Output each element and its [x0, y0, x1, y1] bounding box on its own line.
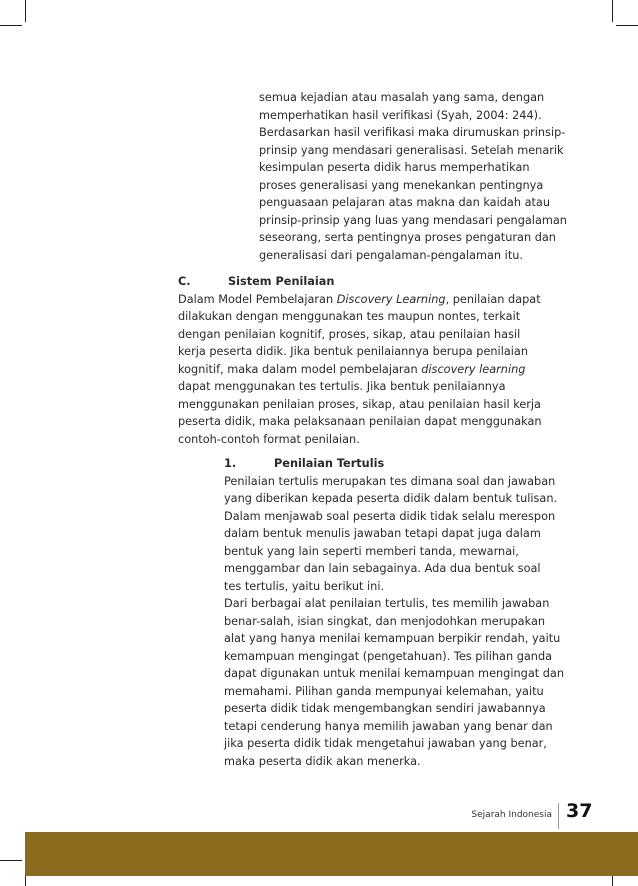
- text-line: [178, 326, 548, 344]
- text-line: prinsip yang mendasari generalisasi. Setelah menarik: [259, 143, 564, 157]
- text-line: kemampuan mengingat (pengetahuan). Tes pilihan ganda: [224, 649, 553, 663]
- text-segment: Dalam Model Pembelajaran: [178, 292, 337, 306]
- subsection-title: Penilaian Tertulis: [274, 457, 385, 470]
- text-line: seseorang, serta pentingnya proses pengaturan dan: [259, 231, 556, 244]
- text-line: Dari berbagai alat penilaian tertulis, tes memilih jawaban: [224, 597, 550, 610]
- text-segment: dengan penilaian kognitif, proses, sikap, atau penilaian hasil: [178, 327, 521, 341]
- crop-mark-top-right-h: [616, 25, 638, 26]
- text-line: kesimpulan peserta didik harus memperhatikan: [259, 161, 530, 174]
- text-line: tetapi cenderung hanya memilih jawaban yang benar dan: [224, 719, 553, 733]
- section-title: Sistem Penilaian: [228, 275, 335, 288]
- text-line: maka peserta didik akan menerka.: [224, 754, 421, 768]
- text-segment: peserta didik, maka pelaksanaan penilaian dapat menggunakan: [178, 415, 542, 428]
- subsection-heading: [224, 455, 560, 473]
- text-segment: menggunakan penilaian proses, sikap, atau penilaian hasil kerja: [178, 397, 541, 411]
- text-line: bentuk yang lain seperti memberi tanda, mewarnai,: [224, 544, 519, 558]
- text-line: proses generalisasi yang menekankan pentingnya: [259, 178, 544, 192]
- footer-band: [25, 832, 638, 876]
- section-paragraph: [178, 291, 548, 449]
- text-line: [178, 378, 548, 396]
- text-line: memperhatikan hasil verifikasi (Syah, 2004: 244).: [259, 108, 542, 122]
- continuation-paragraph: [259, 89, 567, 264]
- text-line: alat yang hanya menilai kemampuan berpikir rendah, yaitu: [224, 632, 561, 645]
- text-line: [178, 396, 548, 414]
- crop-mark-bottom-left-h: [0, 860, 22, 861]
- crop-mark-top-left-h: [0, 25, 22, 26]
- text-line: penguasaan pelajaran atas makna dan kaidah atau: [259, 196, 550, 209]
- subsection-paragraph: [224, 473, 565, 771]
- text-line: prinsip-prinsip yang luas yang mendasari pengalaman: [259, 213, 567, 227]
- italic-term: discovery learning: [421, 362, 526, 376]
- text-line: yang diberikan kepada peserta didik dalam bentuk tulisan.: [224, 492, 558, 505]
- text-line: [178, 343, 548, 361]
- text-segment: kognitif, maka dalam model pembelajaran: [178, 362, 422, 376]
- section-sistem-penilaian: [178, 273, 548, 448]
- section-heading: [178, 273, 548, 291]
- book-title: Sejarah Indonesia: [471, 810, 552, 820]
- text-line: benar-salah, isian singkat, dan menjodohkan merupakan: [224, 614, 546, 628]
- page-number: 37: [566, 800, 593, 822]
- text-line: menggambar dan lain sebagainya. Ada dua bentuk soal: [224, 562, 541, 575]
- text-line: tes tertulis, yaitu berikut ini.: [224, 579, 385, 593]
- text-line: dapat digunakan untuk menilai kemampuan mengingat dan: [224, 667, 565, 680]
- text-line: semua kejadian atau masalah yang sama, dengan: [259, 91, 545, 104]
- text-line: [178, 308, 548, 326]
- text-line: Penilaian tertulis merupakan tes dimana soal dan jawaban: [224, 474, 556, 488]
- section-number: C.: [178, 275, 191, 288]
- text-segment: kerja peserta didik. Jika bentuk penilaiannya berupa penilaian: [178, 345, 528, 358]
- italic-term: Discovery Learning: [336, 292, 446, 306]
- text-line: [178, 413, 548, 431]
- footer-divider: [558, 803, 559, 829]
- text-line: generalisasi dari pengalaman-pengalaman itu.: [259, 248, 523, 262]
- subsection-number: 1.: [224, 457, 237, 470]
- text-segment: contoh-contoh format penilaian.: [178, 432, 360, 446]
- text-line: Berdasarkan hasil verifikasi maka dirumuskan prinsip-: [259, 126, 566, 139]
- text-line: [178, 431, 548, 449]
- text-segment: dilakukan dengan menggunakan tes maupun nontes, terkait: [178, 310, 521, 323]
- text-segment: , penilaian dapat: [445, 292, 541, 306]
- crop-mark-top-right-v: [612, 0, 613, 22]
- text-line: peserta didik tidak mengembangkan sendiri jawabannya: [224, 702, 546, 715]
- text-line: Dalam menjawab soal peserta didik tidak selalu merespon: [224, 509, 556, 523]
- text-segment: dapat menggunakan tes tertulis. Jika bentuk penilaiannya: [178, 380, 506, 393]
- text-line: memahami. Pilihan ganda mempunyai kelemahan, yaitu: [224, 684, 544, 698]
- text-line: jika peserta didik tidak mengetahui jawaban yang benar,: [224, 737, 547, 750]
- text-line: dalam bentuk menulis jawaban tetapi dapat juga dalam: [224, 527, 541, 540]
- text-line: [178, 291, 548, 309]
- crop-mark-top-left-v: [25, 0, 26, 22]
- text-line: [178, 361, 548, 379]
- subsection-penilaian-tertulis: [224, 455, 565, 770]
